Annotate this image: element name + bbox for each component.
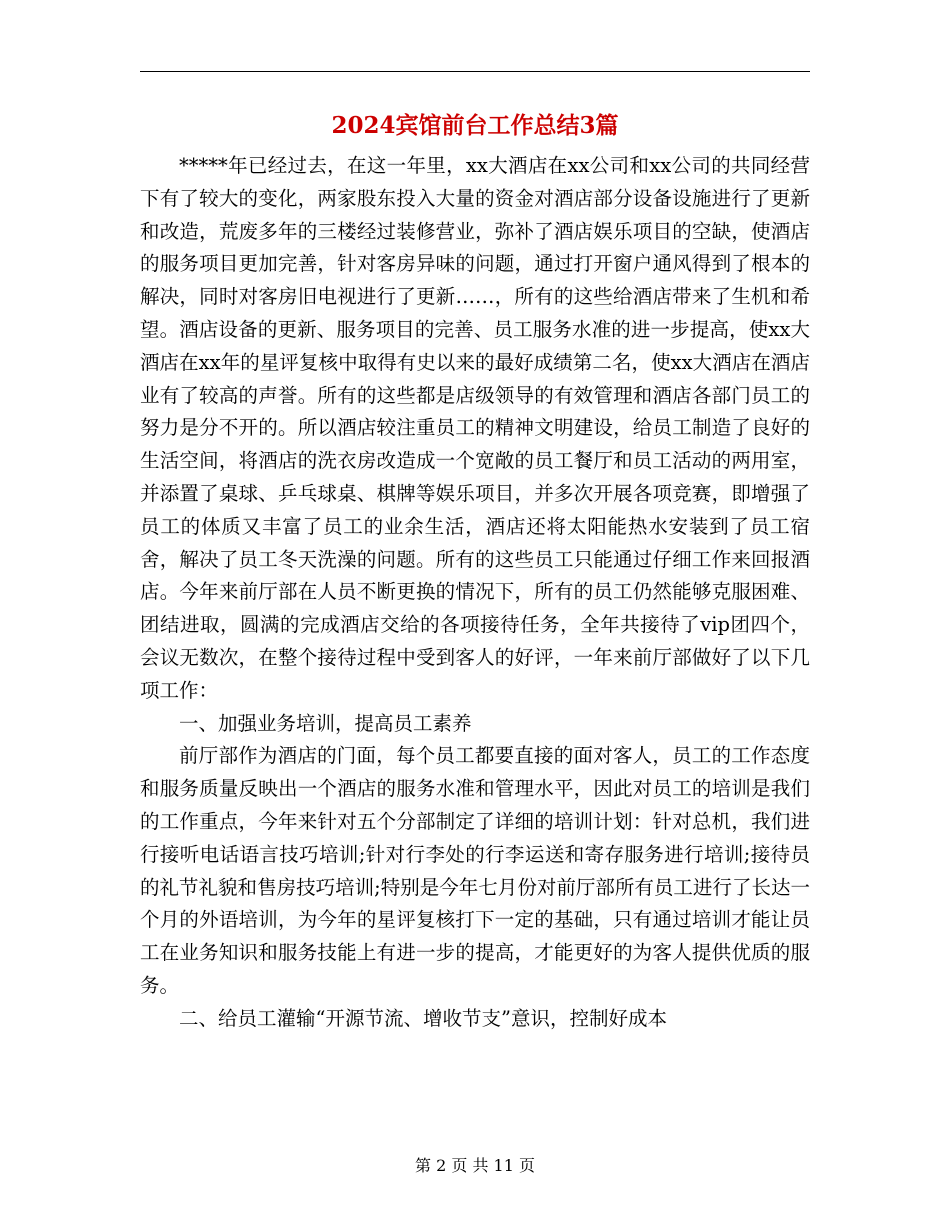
page-number-footer: 第 2 页 共 11 页 — [415, 1156, 535, 1175]
training-paragraph: 前厅部作为酒店的门面，每个员工都要直接的面对客人，员工的工作态度和服务质量反映出一个酒店的服务水准和管理水平，因此对员工的培训是我们的工作重点，今年来针对五个分部制定了详细的培训计划：针对总机，我们进行接听电话语言技巧培训;针对行李处的行李运送和寄存服务进行培训;接待员的礼节礼貌和售房技巧培训;特别是今年七月份对前厅部所有员工进行了长达一个月的外语培训，为今年的星评复核打下一定的基础，只有通过培训才能让员工在业务知识和服务技能上有进一步的提高，才能更好的为客人提供优质的服务。 — [140, 744, 810, 997]
document-body — [140, 150, 810, 1036]
intro-paragraph: *****年已经过去，在这一年里，xx大酒店在xx公司和xx公司的共同经营下有了较大的变化，两家股东投入大量的资金对酒店部分设备设施进行了更新和改造，荒废多年的三楼经过装修营业，弥补了酒店娱乐项目的空缺，使酒店的服务项目更加完善，针对客房异味的问题，通过打开窗户通风得到了根本的解决，同时对客房旧电视进行了更新……，所有的这些给酒店带来了生机和希望。酒店设备的更新、服务项目的完善、员工服务水准的进一步提高，使xx大酒店在xx年的星评复核中取得有史以来的最好成绩第二名，使xx大酒店在酒店业有了较高的声誉。所有的这些都是店级领导的有效管理和酒店各部门员工的努力是分不开的。所以酒店较注重员工的精神文明建设，给员工制造了良好的生活空间，将酒店的洗衣房改造成一个宽敞的员工餐厅和员工活动的两用室，并添置了桌球、乒乓球桌、棋牌等娱乐项目，并多次开展各项竞赛，即增强了员工的体质又丰富了员工的业余生活，酒店还将太阳能热水安装到了员工宿舍，解决了员工冬天洗澡的问题。所有的这些员工只能通过仔细工作来回报酒店。今年来前厅部在人员不断更换的情况下，所有的员工仍然能够克服困难、团结进取，圆满的完成酒店交给的各项接待任务，全年共接待了vip团四个，会议无数次，在整个接待过程中受到客人的好评，一年来前厅部做好了以下几项工作： — [140, 154, 810, 702]
header-rule — [140, 71, 810, 72]
document-title: 2024宾馆前台工作总结3篇 — [331, 112, 619, 139]
section-heading-cost-control: 二、给员工灌输“开源节流、增收节支”意识，控制好成本 — [179, 1006, 667, 1030]
section-heading-training: 一、加强业务培训，提高员工素养 — [179, 711, 472, 735]
